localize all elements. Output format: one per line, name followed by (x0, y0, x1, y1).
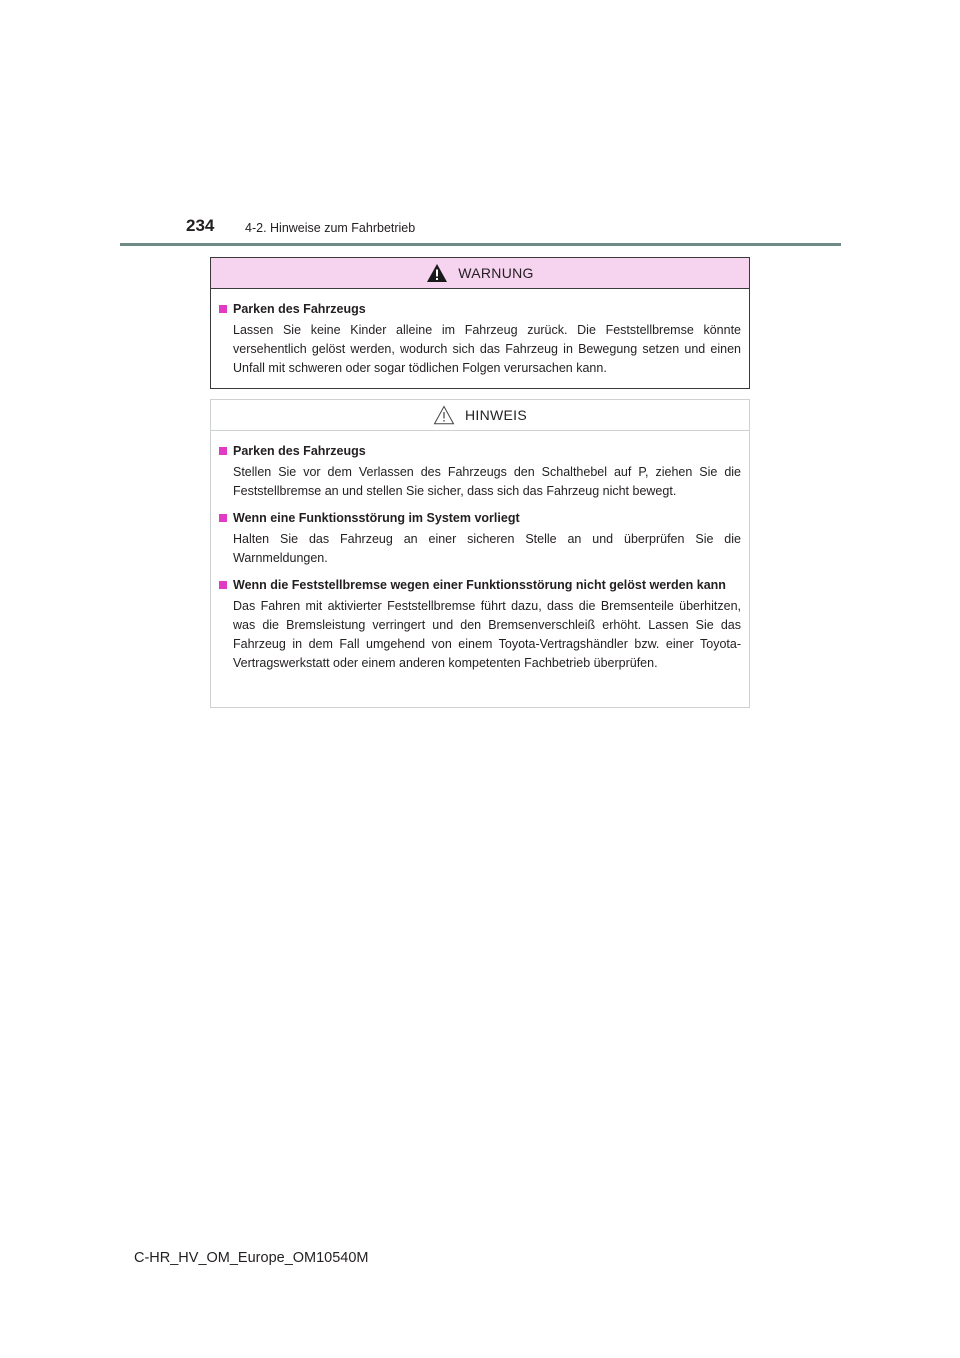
notice-item-title (219, 576, 741, 594)
notice-item-title-text: Wenn die Feststellbremse wegen einer Funktionsstörung nicht gelöst werden kann (233, 578, 726, 592)
header-rule (120, 243, 841, 246)
warning-triangle-icon (426, 263, 448, 283)
caution-triangle-icon (433, 405, 455, 425)
notice-item-text: Stellen Sie vor dem Verlassen des Fahrzeugs den Schalthebel auf P, ziehen Sie die Feststellbremse an und stellen Sie sicher, dass sich das Fahrzeug nicht bewegt. (233, 465, 741, 498)
square-bullet-icon (219, 514, 227, 522)
notice-item-text: Das Fahren mit aktivierter Feststellbremse führt dazu, dass die Bremsenteile überhitzen, was die Bremsleistung verringert und den Bremsenverschleiß erhöht. Lassen Sie das Fahrzeug in dem Fall umgehend von einem Toyota-Vertragshändler bzw. einer Toyota-Vertragswerkstatt oder einem anderen kompetenten Fachbetrieb überprüfen. (233, 599, 741, 670)
notice-item-title (219, 509, 741, 527)
notice-box (210, 399, 750, 708)
notice-item-text: Halten Sie das Fahrzeug an einer sicheren Stelle an und überprüfen Sie die Warnmeldungen. (233, 532, 741, 565)
warning-body (211, 289, 749, 378)
square-bullet-icon (219, 581, 227, 589)
square-bullet-icon (219, 305, 227, 313)
warning-title: WARNUNG (458, 265, 534, 281)
notice-body (211, 431, 749, 673)
notice-item-title (219, 442, 741, 460)
notice-title: HINWEIS (465, 407, 527, 423)
page-number: 234 (186, 216, 215, 235)
notice-item-title-text: Parken des Fahrzeugs (233, 444, 366, 458)
notice-item-title-text: Wenn eine Funktionsstörung im System vorliegt (233, 511, 520, 525)
section-title: 4-2. Hinweise zum Fahrbetrieb (245, 221, 416, 235)
warning-item-text: Lassen Sie keine Kinder alleine im Fahrzeug zurück. Die Feststellbremse könnte versehentlich gelöst werden, wodurch sich das Fahrzeug in Bewegung setzen und einen Unfall mit schweren oder sogar tödlichen Folgen verursachen kann. (233, 323, 741, 375)
square-bullet-icon (219, 447, 227, 455)
document-code: C-HR_HV_OM_Europe_OM10540M (134, 1250, 369, 1266)
warning-header (211, 258, 749, 289)
notice-header (211, 400, 749, 431)
warning-box (210, 257, 750, 389)
warning-item-title-text: Parken des Fahrzeugs (233, 302, 366, 316)
warning-item-title (219, 300, 741, 318)
